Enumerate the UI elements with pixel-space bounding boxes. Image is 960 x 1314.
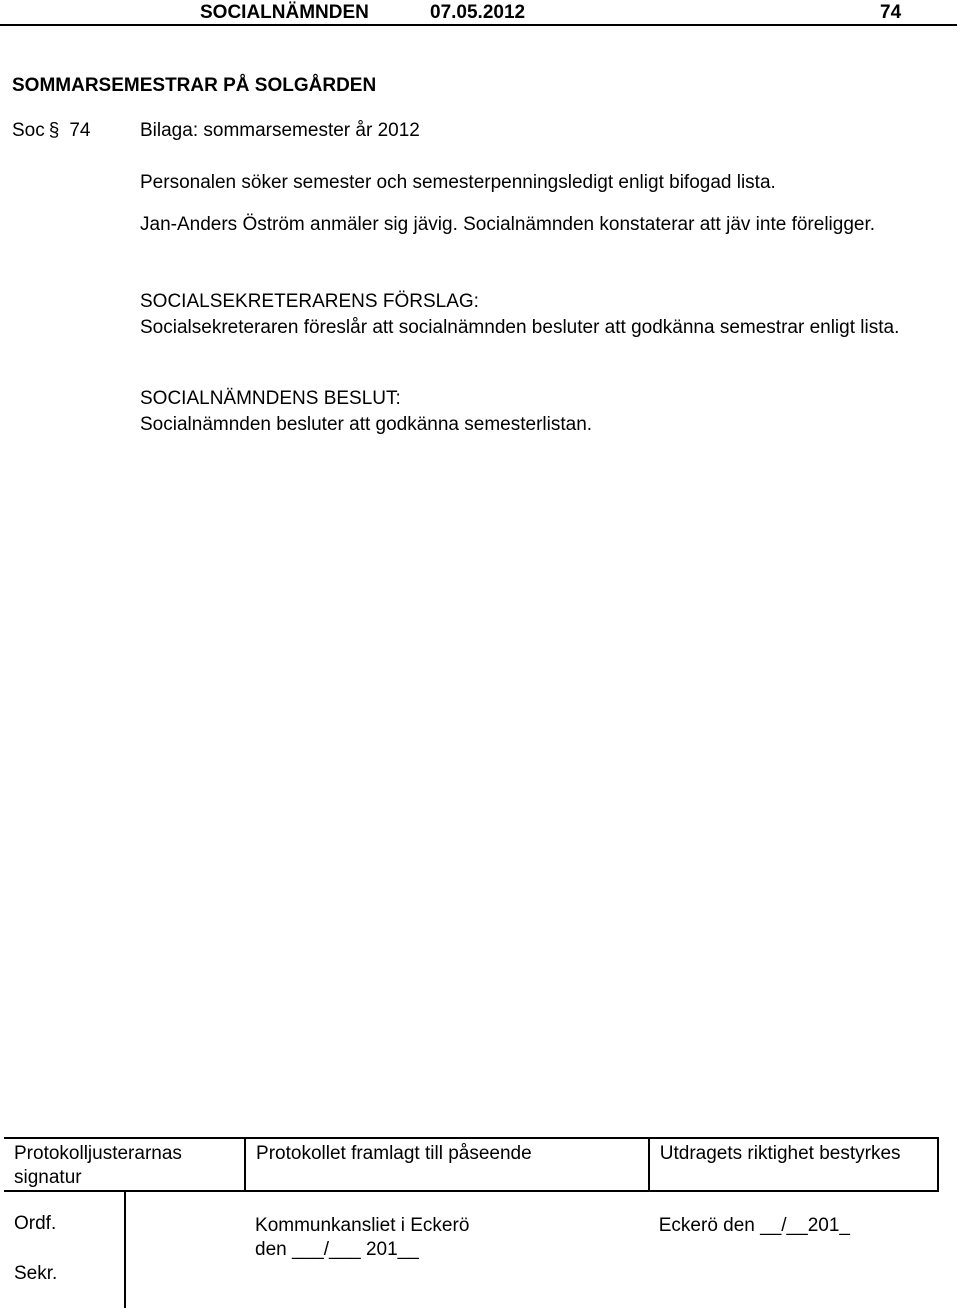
body-paragraph-1: Personalen söker semester och semesterpenningsledigt enligt bifogad lista. xyxy=(140,172,776,193)
footer-col2-line1: Kommunkansliet i Eckerö xyxy=(255,1215,470,1236)
paragraph-symbol: § xyxy=(48,120,60,141)
proposal-text: Socialsekreteraren föreslår att socialnämnden besluter att godkänna semestrar enligt lista. xyxy=(140,317,900,338)
decision-heading: SOCIALNÄMNDENS BESLUT: xyxy=(140,388,401,409)
footer-col1-header-cell xyxy=(4,1138,245,1191)
footer-signature-space-cell xyxy=(125,1191,246,1308)
section-reference xyxy=(12,120,90,142)
page-header xyxy=(0,0,957,26)
footer-col3-header-cell xyxy=(649,1138,938,1191)
footer-col3-body-cell xyxy=(649,1191,938,1308)
footer-signature-labels-cell xyxy=(4,1191,125,1308)
footer-col3-value: Eckerö den __/__201_ xyxy=(658,1215,850,1236)
body-paragraph-2: Jan-Anders Öström anmäler sig jävig. Socialnämnden konstaterar att jäv inte föreligger. xyxy=(140,214,876,235)
footer-col1-header: Protokolljusterarnas signatur xyxy=(14,1143,182,1188)
decision-text: Socialnämnden besluter att godkänna semesterlistan. xyxy=(140,414,593,435)
ordf-label: Ordf. xyxy=(14,1213,57,1234)
ref-prefix: Soc xyxy=(12,120,45,141)
footer-col2-line2: den ___/___ 201__ xyxy=(255,1239,419,1260)
footer-col2-header: Protokollet framlagt till påseende xyxy=(256,1143,532,1164)
footer-col3-header: Utdragets riktighet bestyrkes xyxy=(659,1143,901,1164)
decision-block xyxy=(140,386,920,438)
proposal-block xyxy=(140,289,920,341)
header-date: 07.05.2012 xyxy=(430,2,526,23)
footer-col2-header-cell xyxy=(245,1138,649,1191)
header-title: SOCIALNÄMNDEN xyxy=(200,2,369,23)
attachment-line: Bilaga: sommarsemester år 2012 xyxy=(140,120,420,141)
signature-table xyxy=(4,1137,939,1308)
section-title: SOMMARSEMESTRAR PÅ SOLGÅRDEN xyxy=(12,75,377,96)
ref-number: 74 xyxy=(69,120,91,141)
sekr-label: Sekr. xyxy=(14,1263,58,1284)
header-page-number: 74 xyxy=(880,2,902,23)
proposal-heading: SOCIALSEKRETERARENS FÖRSLAG: xyxy=(140,291,479,312)
footer-col2-body-cell xyxy=(245,1191,649,1308)
